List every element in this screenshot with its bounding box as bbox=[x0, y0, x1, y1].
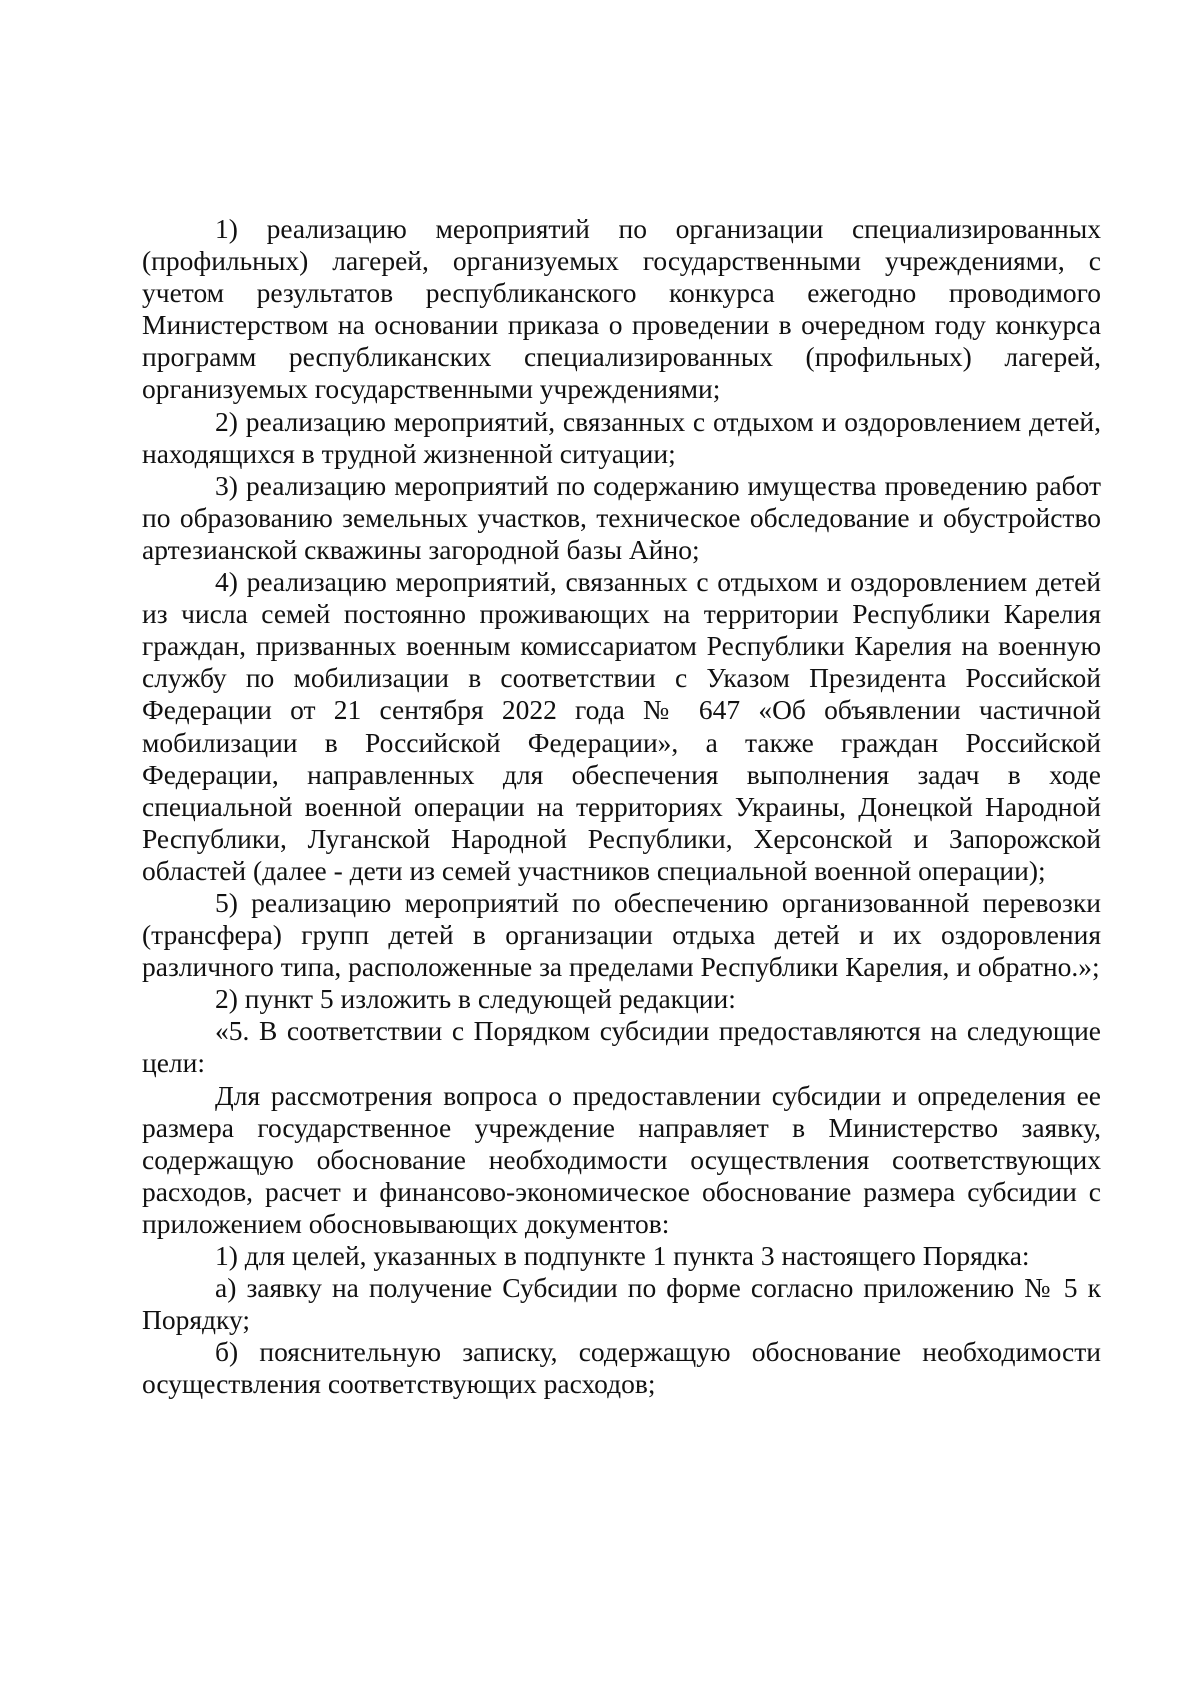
paragraph-subitem-1: 1) реализацию мероприятий по организации специализированных (профильных) лагерей, организуемых государственными учреждениями, с учетом результатов республиканского конкурса ежегодно проводимого Министерством на основании приказа о проведении в очередном году конкурса программ республиканских специализированных (профильных) лагерей, организуемых государственными учреждениями; bbox=[142, 213, 1101, 405]
paragraph-subitem-3: 3) реализацию мероприятий по содержанию имущества проведению работ по образованию земельных участков, техническое обследование и обустройство артезианской скважины загородной базы Айно; bbox=[142, 469, 1101, 565]
paragraph-application-requirements: Для рассмотрения вопроса о предоставлении субсидии и определения ее размера государственное учреждение направляет в Министерство заявку, содержащую обоснование необходимости осуществления соответствующих расходов, расчет и финансово-экономическое обоснование размера субсидии с приложением обосновывающих документов: bbox=[142, 1079, 1101, 1239]
paragraph-subitem-2: 2) реализацию мероприятий, связанных с отдыхом и оздоровлением детей, находящихся в трудной жизненной ситуации; bbox=[142, 405, 1101, 469]
paragraph-point-5-intro: «5. В соответствии с Порядком субсидии предоставляются на следующие цели: bbox=[142, 1015, 1101, 1079]
paragraph-subitem-5: 5) реализацию мероприятий по обеспечению организованной перевозки (трансфера) групп детей в организации отдыха детей и их оздоровления различного типа, расположенные за пределами Республики Карелия, и обратно.»; bbox=[142, 886, 1101, 983]
paragraph-purpose-1: 1) для целей, указанных в подпункте 1 пункта 3 настоящего Порядка: bbox=[215, 1240, 1030, 1271]
paragraph-item-a: а) заявку на получение Субсидии по форме согласно приложению № 5 к Порядку; bbox=[142, 1272, 1101, 1336]
paragraph-amendment-point-5: 2) пункт 5 изложить в следующей редакции: bbox=[215, 983, 736, 1015]
paragraph-item-b: б) пояснительную записку, содержащую обоснование необходимости осуществления соответствующих расходов; bbox=[142, 1336, 1101, 1400]
document-body bbox=[142, 213, 1101, 1400]
paragraph-subitem-4: 4) реализацию мероприятий, связанных с отдыхом и оздоровлением детей из числа семей постоянно проживающих на территории Республики Карелия граждан, призванных военным комиссариатом Республики Карелия на военную службу по мобилизации в соответствии с Указом Президента Российской Федерации от 21 сентября 2022 года № 647 «Об объявлении частичной мобилизации в Российской Федерации», а также граждан Российской Федерации, направленных для обеспечения выполнения задач в ходе специальной военной операции на территориях Украины, Донецкой Народной Республики, Луганской Народной Республики, Херсонской и Запорожской областей (далее - дети из семей участников специальной военной операции); bbox=[142, 566, 1101, 886]
